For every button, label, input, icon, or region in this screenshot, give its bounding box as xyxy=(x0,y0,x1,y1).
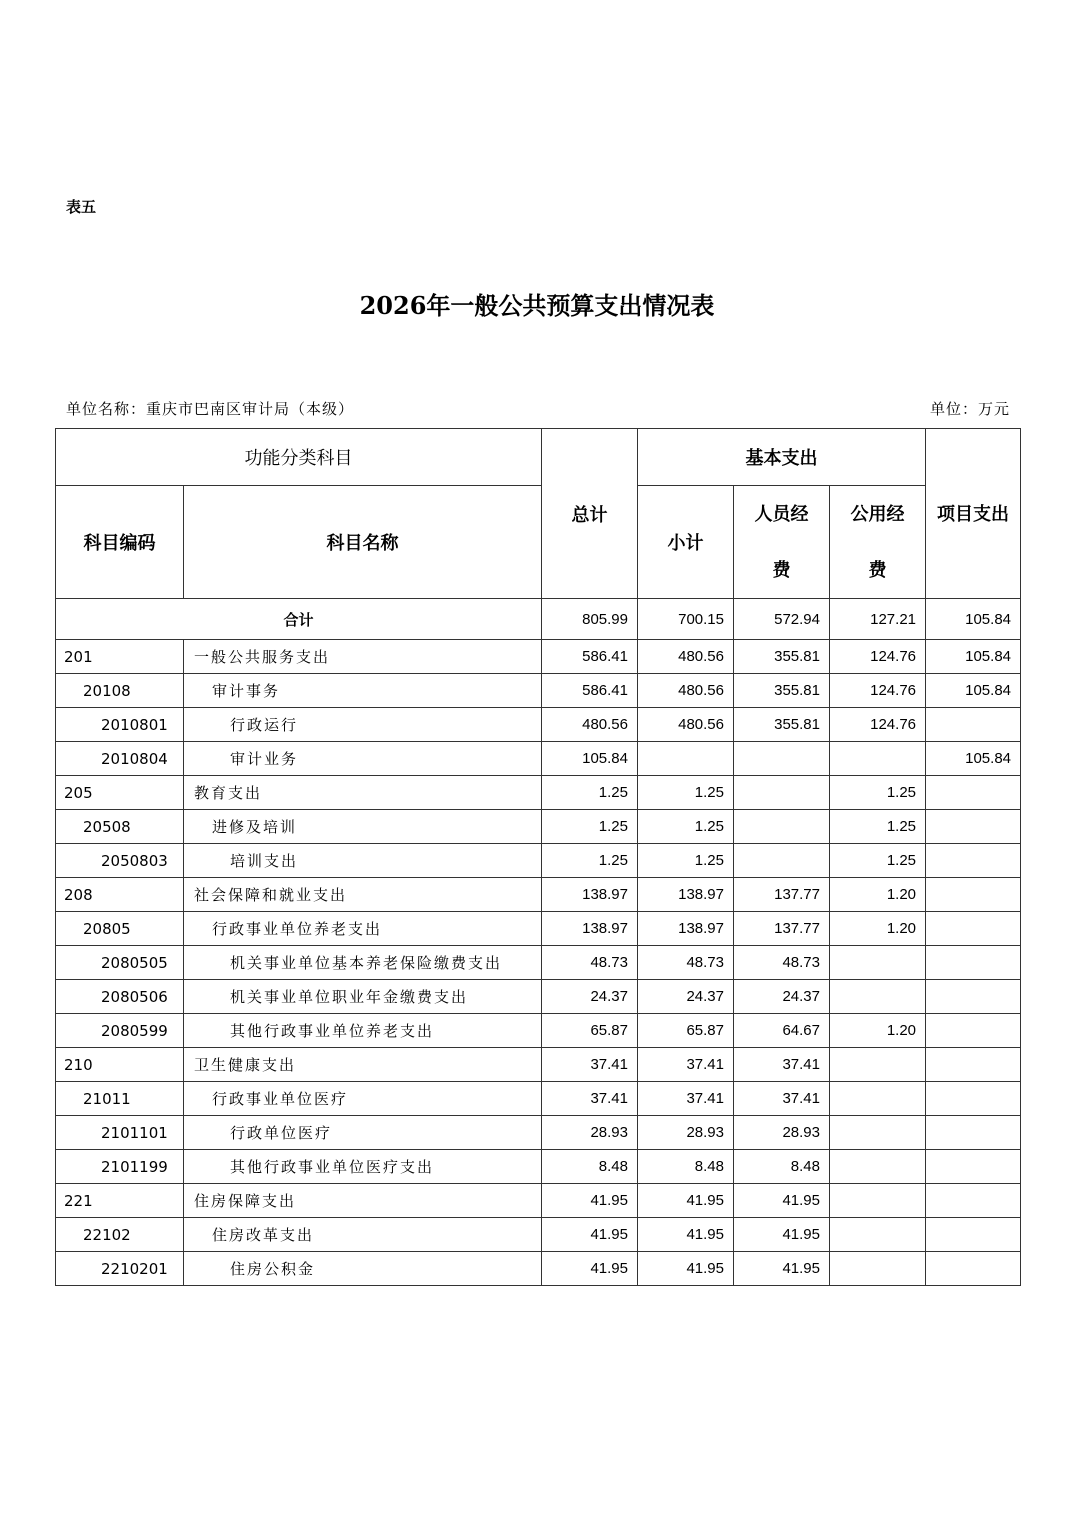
row-name: 行政事业单位医疗 xyxy=(184,1082,542,1116)
header-personnel: 人员经费 xyxy=(734,486,830,599)
total-subtotal: 700.15 xyxy=(638,599,734,640)
row-code: 20108 xyxy=(56,674,184,708)
row-subtotal: 24.37 xyxy=(638,980,734,1014)
row-name: 培训支出 xyxy=(184,844,542,878)
row-subtotal xyxy=(638,742,734,776)
row-total: 65.87 xyxy=(542,1014,638,1048)
row-code: 210 xyxy=(56,1048,184,1082)
row-public xyxy=(830,1184,926,1218)
table-row xyxy=(56,1082,1021,1116)
row-personnel: 355.81 xyxy=(734,708,830,742)
table-row xyxy=(56,708,1021,742)
table-row xyxy=(56,674,1021,708)
total-total: 805.99 xyxy=(542,599,638,640)
row-name: 进修及培训 xyxy=(184,810,542,844)
row-personnel: 64.67 xyxy=(734,1014,830,1048)
table-row xyxy=(56,1116,1021,1150)
row-total: 37.41 xyxy=(542,1082,638,1116)
row-code: 2101101 xyxy=(56,1116,184,1150)
row-total: 48.73 xyxy=(542,946,638,980)
table-row xyxy=(56,878,1021,912)
row-name: 住房公积金 xyxy=(184,1252,542,1286)
table-row xyxy=(56,1150,1021,1184)
row-code: 2080506 xyxy=(56,980,184,1014)
row-project xyxy=(926,1218,1021,1252)
unit-name: 单位名称：重庆市巴南区审计局（本级） xyxy=(66,400,355,418)
row-total: 1.25 xyxy=(542,844,638,878)
row-name: 机关事业单位职业年金缴费支出 xyxy=(184,980,542,1014)
row-personnel: 37.41 xyxy=(734,1082,830,1116)
row-code: 2080599 xyxy=(56,1014,184,1048)
row-project: 105.84 xyxy=(926,640,1021,674)
row-public: 1.20 xyxy=(830,1014,926,1048)
row-project xyxy=(926,1150,1021,1184)
row-code: 208 xyxy=(56,878,184,912)
header-total: 总计 xyxy=(542,429,638,599)
row-public: 124.76 xyxy=(830,708,926,742)
row-personnel: 137.77 xyxy=(734,878,830,912)
row-name: 教育支出 xyxy=(184,776,542,810)
table-row xyxy=(56,912,1021,946)
row-name: 行政运行 xyxy=(184,708,542,742)
row-project: 105.84 xyxy=(926,742,1021,776)
table-row xyxy=(56,1048,1021,1082)
total-label: 合计 xyxy=(56,599,542,640)
row-total: 480.56 xyxy=(542,708,638,742)
row-total: 28.93 xyxy=(542,1116,638,1150)
row-personnel: 24.37 xyxy=(734,980,830,1014)
row-subtotal: 1.25 xyxy=(638,844,734,878)
row-subtotal: 1.25 xyxy=(638,810,734,844)
row-public xyxy=(830,1252,926,1286)
row-subtotal: 28.93 xyxy=(638,1116,734,1150)
row-code: 201 xyxy=(56,640,184,674)
header-basic: 基本支出 xyxy=(638,429,926,486)
row-code: 20508 xyxy=(56,810,184,844)
row-project xyxy=(926,844,1021,878)
row-name: 社会保障和就业支出 xyxy=(184,878,542,912)
table-row xyxy=(56,980,1021,1014)
row-personnel: 137.77 xyxy=(734,912,830,946)
row-name: 其他行政事业单位养老支出 xyxy=(184,1014,542,1048)
row-project xyxy=(926,1184,1021,1218)
row-code: 2101199 xyxy=(56,1150,184,1184)
budget-table xyxy=(55,428,1021,1286)
row-subtotal: 480.56 xyxy=(638,640,734,674)
row-code: 20805 xyxy=(56,912,184,946)
header-func-class: 功能分类科目 xyxy=(56,429,542,486)
row-code: 21011 xyxy=(56,1082,184,1116)
row-subtotal: 41.95 xyxy=(638,1252,734,1286)
table-row xyxy=(56,1014,1021,1048)
row-project xyxy=(926,1014,1021,1048)
row-total: 586.41 xyxy=(542,640,638,674)
table-row xyxy=(56,1218,1021,1252)
row-code: 22102 xyxy=(56,1218,184,1252)
row-project xyxy=(926,810,1021,844)
row-public: 1.25 xyxy=(830,810,926,844)
table-row xyxy=(56,742,1021,776)
row-public: 1.25 xyxy=(830,776,926,810)
row-subtotal: 1.25 xyxy=(638,776,734,810)
row-name: 行政事业单位养老支出 xyxy=(184,912,542,946)
row-personnel xyxy=(734,742,830,776)
row-public: 124.76 xyxy=(830,674,926,708)
row-total: 105.84 xyxy=(542,742,638,776)
row-project: 105.84 xyxy=(926,674,1021,708)
row-subtotal: 48.73 xyxy=(638,946,734,980)
row-subtotal: 138.97 xyxy=(638,912,734,946)
row-total: 41.95 xyxy=(542,1252,638,1286)
row-personnel xyxy=(734,776,830,810)
row-project xyxy=(926,912,1021,946)
row-subtotal: 37.41 xyxy=(638,1082,734,1116)
total-public: 127.21 xyxy=(830,599,926,640)
row-subtotal: 65.87 xyxy=(638,1014,734,1048)
row-subtotal: 41.95 xyxy=(638,1218,734,1252)
row-name: 一般公共服务支出 xyxy=(184,640,542,674)
table-row xyxy=(56,640,1021,674)
row-project xyxy=(926,878,1021,912)
table-row xyxy=(56,946,1021,980)
row-total: 41.95 xyxy=(542,1184,638,1218)
row-public: 1.20 xyxy=(830,878,926,912)
total-project: 105.84 xyxy=(926,599,1021,640)
row-public xyxy=(830,946,926,980)
row-subtotal: 8.48 xyxy=(638,1150,734,1184)
total-personnel: 572.94 xyxy=(734,599,830,640)
row-subtotal: 138.97 xyxy=(638,878,734,912)
total-row xyxy=(56,599,1021,640)
table-row xyxy=(56,1252,1021,1286)
row-total: 8.48 xyxy=(542,1150,638,1184)
header-public: 公用经费 xyxy=(830,486,926,599)
row-total: 1.25 xyxy=(542,776,638,810)
row-total: 24.37 xyxy=(542,980,638,1014)
row-name: 卫生健康支出 xyxy=(184,1048,542,1082)
row-total: 37.41 xyxy=(542,1048,638,1082)
row-public xyxy=(830,1150,926,1184)
row-total: 1.25 xyxy=(542,810,638,844)
row-total: 586.41 xyxy=(542,674,638,708)
row-total: 41.95 xyxy=(542,1218,638,1252)
row-public xyxy=(830,1048,926,1082)
table-label: 表五 xyxy=(66,199,97,216)
row-project xyxy=(926,776,1021,810)
row-project xyxy=(926,946,1021,980)
row-personnel: 8.48 xyxy=(734,1150,830,1184)
row-public xyxy=(830,980,926,1014)
row-total: 138.97 xyxy=(542,878,638,912)
row-project xyxy=(926,1048,1021,1082)
row-name: 行政单位医疗 xyxy=(184,1116,542,1150)
row-personnel: 355.81 xyxy=(734,674,830,708)
row-name: 住房保障支出 xyxy=(184,1184,542,1218)
row-name: 其他行政事业单位医疗支出 xyxy=(184,1150,542,1184)
row-personnel: 41.95 xyxy=(734,1218,830,1252)
row-public: 1.25 xyxy=(830,844,926,878)
table-row xyxy=(56,776,1021,810)
row-name: 审计业务 xyxy=(184,742,542,776)
row-project xyxy=(926,1082,1021,1116)
row-project xyxy=(926,980,1021,1014)
table-row xyxy=(56,844,1021,878)
row-personnel: 37.41 xyxy=(734,1048,830,1082)
header-project: 项目支出 xyxy=(926,429,1021,599)
row-project xyxy=(926,708,1021,742)
row-public xyxy=(830,742,926,776)
row-name: 机关事业单位基本养老保险缴费支出 xyxy=(184,946,542,980)
currency-unit: 单位：万元 xyxy=(929,400,1010,418)
row-personnel: 41.95 xyxy=(734,1184,830,1218)
row-public: 124.76 xyxy=(830,640,926,674)
page-title: 2026年一般公共预算支出情况表 xyxy=(359,291,715,320)
row-project xyxy=(926,1116,1021,1150)
header-name: 科目名称 xyxy=(184,486,542,599)
row-public: 1.20 xyxy=(830,912,926,946)
row-public xyxy=(830,1082,926,1116)
row-subtotal: 37.41 xyxy=(638,1048,734,1082)
header-subtotal: 小计 xyxy=(638,486,734,599)
row-personnel: 28.93 xyxy=(734,1116,830,1150)
row-personnel xyxy=(734,844,830,878)
row-personnel: 355.81 xyxy=(734,640,830,674)
row-name: 审计事务 xyxy=(184,674,542,708)
row-personnel: 41.95 xyxy=(734,1252,830,1286)
row-personnel xyxy=(734,810,830,844)
row-code: 205 xyxy=(56,776,184,810)
row-name: 住房改革支出 xyxy=(184,1218,542,1252)
row-public xyxy=(830,1218,926,1252)
row-subtotal: 480.56 xyxy=(638,674,734,708)
row-code: 2010804 xyxy=(56,742,184,776)
row-project xyxy=(926,1252,1021,1286)
table-row xyxy=(56,1184,1021,1218)
row-code: 2050803 xyxy=(56,844,184,878)
row-code: 2210201 xyxy=(56,1252,184,1286)
row-code: 221 xyxy=(56,1184,184,1218)
row-code: 2010801 xyxy=(56,708,184,742)
header-code: 科目编码 xyxy=(56,486,184,599)
row-total: 138.97 xyxy=(542,912,638,946)
row-personnel: 48.73 xyxy=(734,946,830,980)
row-subtotal: 41.95 xyxy=(638,1184,734,1218)
row-code: 2080505 xyxy=(56,946,184,980)
table-row xyxy=(56,810,1021,844)
row-public xyxy=(830,1116,926,1150)
row-subtotal: 480.56 xyxy=(638,708,734,742)
